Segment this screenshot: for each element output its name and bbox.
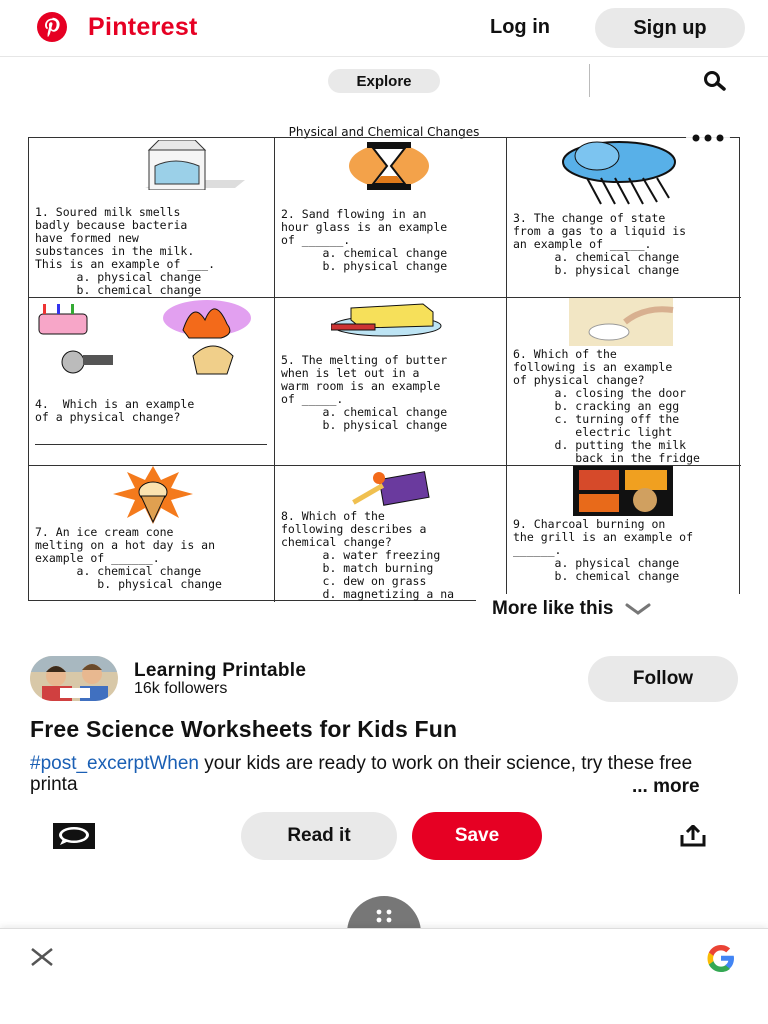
matches-icon [351,466,431,506]
more-options-button[interactable] [686,126,730,150]
answer-line [35,444,267,445]
pin-image[interactable] [28,125,740,601]
milk-carton-icon [145,140,245,190]
worksheet-cell [507,138,741,298]
dots-grid-icon [374,909,394,923]
question-text: 1. Soured milk smells badly because bacteria have formed new substances in the milk. This is an example of ___. a. physical change b. chemical change [35,205,216,297]
divider [589,64,590,97]
egg-icon [569,298,679,346]
hourglass-icon [345,142,435,190]
butter-icon [331,298,461,338]
question-text: 2. Sand flowing in an hour glass is an example of ______. a. chemical change b. physical change [281,207,448,273]
worksheet-cell [507,298,741,466]
follower-count: 16k followers [134,680,228,697]
comment-icon [53,823,95,849]
worksheet-cell [29,466,275,602]
question-text: 9. Charcoal burning on the grill is an example of ______. a. physical change b. chemical change [513,517,694,583]
more-like-this-label: More like this [492,598,614,619]
grill-icon [573,466,673,516]
close-icon[interactable] [28,943,56,971]
worksheet-cell [275,298,507,466]
signup-button[interactable]: Sign up [595,8,745,48]
worksheet-cell [275,138,507,298]
pinterest-logo[interactable] [30,12,198,42]
brand-name: Pinterest [88,12,198,41]
search-icon [700,70,732,92]
worksheet-cell [29,138,275,298]
worksheet-cell [275,466,507,602]
top-header [0,0,768,57]
share-icon [678,825,708,847]
question-text: 3. The change of state from a gas to a liquid is an example of _____. a. chemical change b. physical change [513,211,687,277]
follow-button[interactable]: Follow [588,656,738,702]
save-button[interactable]: Save [412,812,542,860]
worksheet-title: Physical and Chemical Changes [288,125,480,139]
bottom-sign-in-bar [0,928,768,1024]
worksheet-cell [29,298,275,466]
question-text: 6. Which of the following is an example of physical change? a. closing the door b. cracking an egg c. turning off the electric light d. putting the milk back in the fridge [513,347,700,465]
pinterest-icon [30,12,74,42]
read-it-button[interactable]: Read it [241,812,397,860]
explore-button[interactable]: Explore [328,69,440,93]
worksheet-grid [28,137,740,601]
change-examples-icons [33,300,263,382]
google-icon [704,941,738,975]
more-link[interactable]: ... more [632,776,700,797]
question-text: 8. Which of the following describes a chemical change? a. water freezing b. match burning c. dew on grass d. magnetizing a na [281,509,455,601]
description-text: your kids are ready to work on their science, try these free printa [30,753,693,795]
more-like-this-button[interactable] [476,594,740,624]
pin-description [30,753,720,795]
search-button[interactable] [698,68,734,94]
question-text: 7. An ice cream cone melting on a hot day is an example of ______. a. chemical change b. physical change [35,525,222,591]
question-text: 4. Which is an example of a physical change? [35,397,195,424]
pin-title: Free Science Worksheets for Kids Fun [30,716,458,742]
hashtag-link[interactable]: #post_excerptWhen [30,753,199,774]
avatar[interactable] [30,656,118,701]
chevron-down-icon [623,602,653,616]
share-button[interactable] [676,822,710,850]
ice-cream-icon [109,466,199,524]
creator-name[interactable]: Learning Printable [134,660,307,681]
worksheet-cell [507,466,741,602]
login-button[interactable]: Log in [490,16,550,38]
comment-button[interactable] [52,822,96,850]
question-text: 5. The melting of butter when is let out in a warm room is an example of _____. a. chemical change b. physical change [281,353,448,432]
more-dots-icon [688,134,728,142]
rain-cloud-icon [557,140,687,208]
